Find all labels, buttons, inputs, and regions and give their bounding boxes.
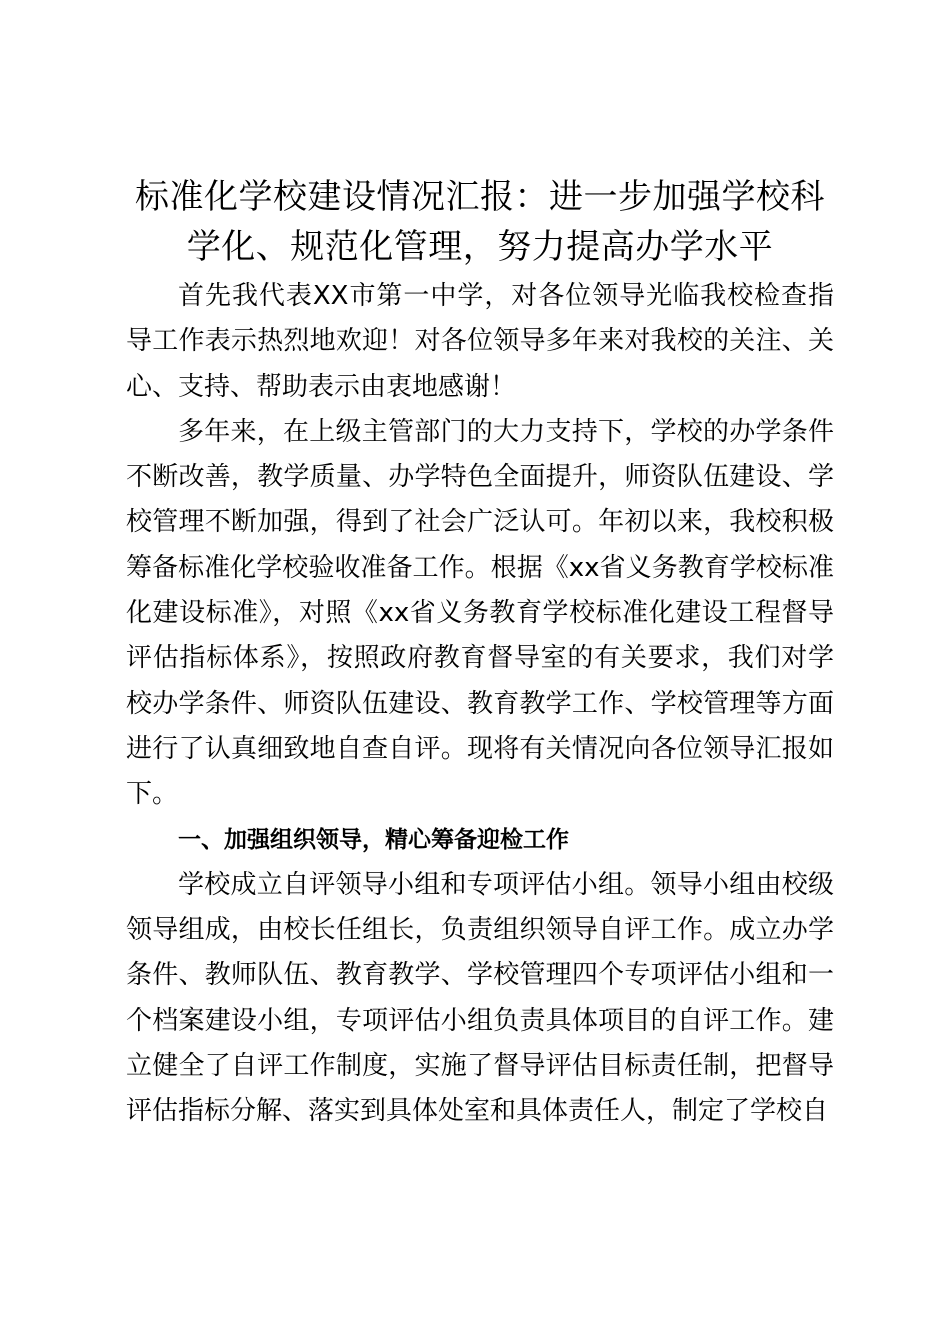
background-paragraph: 多年来，在上级主管部门的大力支持下，学校的办学条件不断改善，教学质量、办学特色全面提升，师资队伍建设、学校管理不断加强，得到了社会广泛认可。年初以来，我校积极筹备标准化学校验收准备工作。根据《xx省义务教育学校标准化建设标准》，对照《xx省义务教育学校标准化建设工程督导评估指标体系》，按照政府教育督导室的有关要求，我们对学校办学条件、师资队伍建设、教育教学工作、学校管理等方面进行了认真细致地自查自评。现将有关情况向各位领导汇报如下。: [126, 416, 834, 810]
section-paragraph: 学校成立自评领导小组和专项评估小组。领导小组由校级领导组成，由校长任组长，负责组织领导自评工作。成立办学条件、教师队伍、教育教学、学校管理四个专项评估小组和一个档案建设小组，专项评估小组负责具体项目的自评工作。建立健全了自评工作制度，实施了督导评估目标责任制，把督导评估指标分解、落实到具体处室和具体责任人，制定了学校自: [126, 869, 834, 1127]
document-body: [126, 274, 834, 1135]
section-heading: 一、加强组织领导，精心筹备迎检工作: [178, 826, 569, 853]
intro-paragraph: 首先我代表XX市第一中学，对各位领导光临我校检查指导工作表示热烈地欢迎！对各位领导多年来对我校的关注、关心、支持、帮助表示由衷地感谢！: [126, 281, 834, 402]
title-line-1: 标准化学校建设情况汇报：进一步加强学校科: [135, 177, 825, 217]
title-line-2: 学化、规范化管理，努力提高办学水平: [186, 227, 774, 267]
document-title: [100, 172, 860, 272]
